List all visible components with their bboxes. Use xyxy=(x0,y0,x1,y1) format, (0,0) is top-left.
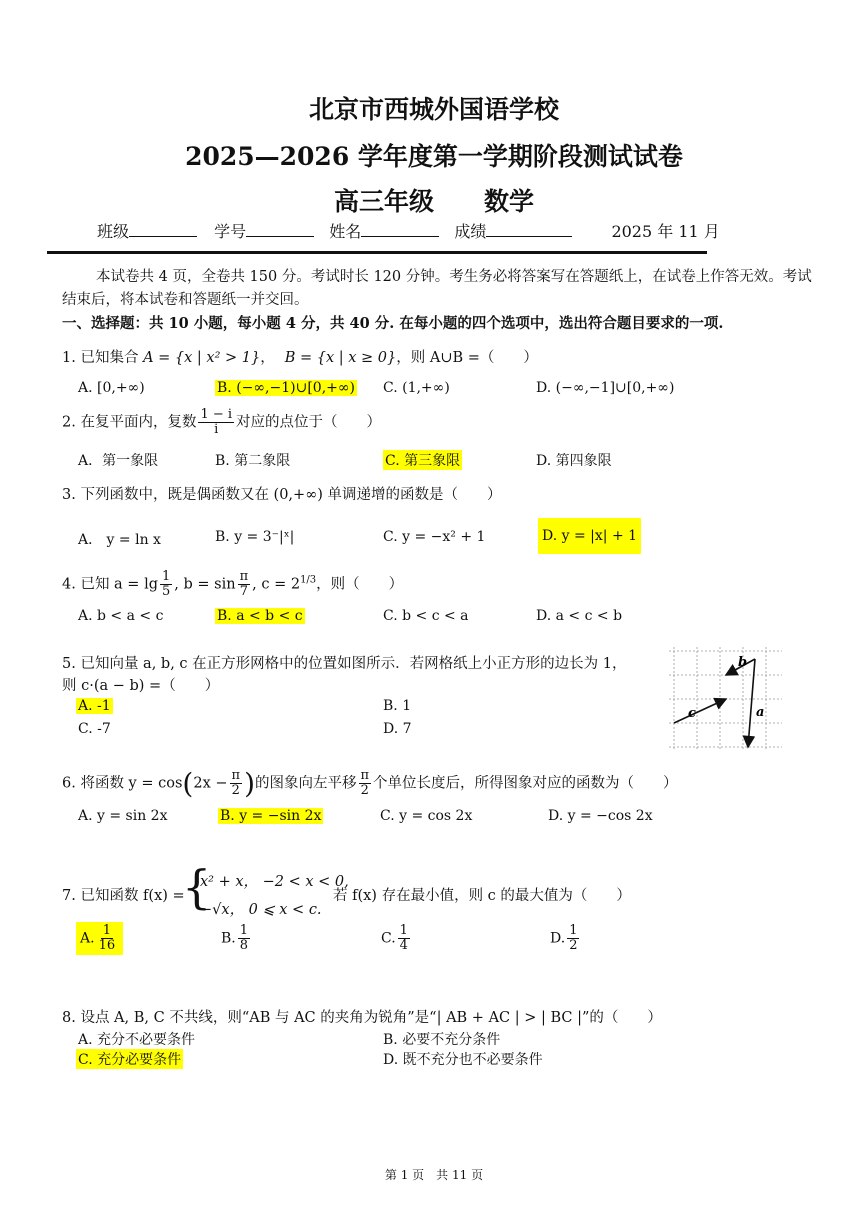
q4-part-d: ，则（ ） xyxy=(316,576,404,593)
q4-option-b[interactable]: B. a < b < c xyxy=(217,608,303,624)
q2-fraction xyxy=(198,408,234,437)
vector-a-label: a xyxy=(756,705,765,720)
q3-option-b[interactable]: B. y = 3⁻|ˣ| xyxy=(215,529,295,545)
q7-c-letter: C. xyxy=(381,930,396,947)
q7-option-b[interactable] xyxy=(221,924,252,953)
q1-option-c[interactable]: C. (1,+∞) xyxy=(383,380,450,396)
q2-option-b[interactable]: B. 第二象限 xyxy=(215,453,291,469)
q7-case-2: −√x， 0 ⩽ x < c. xyxy=(200,902,322,918)
q4-frac-1 xyxy=(160,570,172,599)
header-rule xyxy=(47,251,707,254)
q4-frac-2 xyxy=(238,570,251,599)
q8-option-d[interactable]: D. 既不充分也不必要条件 xyxy=(383,1052,543,1068)
q6-frac2-den: 2 xyxy=(360,783,369,798)
question-7-prefix: 7. 已知函数 f(x) = xyxy=(62,888,185,904)
q4-option-c[interactable]: C. b < c < a xyxy=(383,608,469,624)
class-label: 班级 xyxy=(97,222,130,241)
q2-option-d[interactable]: D. 第四象限 xyxy=(536,453,612,469)
q8-option-c[interactable]: C. 充分必要条件 xyxy=(76,1049,183,1069)
question-2-stem xyxy=(62,408,381,437)
q7-d-num: 1 xyxy=(569,923,578,938)
q7-b-den: 8 xyxy=(239,938,249,953)
q7-a-num: 1 xyxy=(102,923,111,938)
q7-brace: { xyxy=(182,860,212,914)
exam-title: 2025—2026 学年度第一学期阶段测试试卷 xyxy=(185,142,683,171)
q7-option-a[interactable] xyxy=(76,922,123,955)
q6-option-c[interactable]: C. y = cos 2x xyxy=(380,808,473,824)
q2-prefix: 2. 在复平面内，复数 xyxy=(62,414,197,431)
q4-frac1-num: 1 xyxy=(162,569,171,584)
vector-b-label: b xyxy=(738,655,748,670)
q4-frac2-num: π xyxy=(239,569,249,584)
q2-den: i xyxy=(214,422,219,437)
q6-frac-1 xyxy=(230,769,243,798)
q7-a-den: 16 xyxy=(98,938,116,953)
q6-option-b[interactable]: B. y = −sin 2x xyxy=(220,808,322,824)
name-label: 姓名 xyxy=(329,222,362,241)
q7-case-1: x² + x， −2 < x < 0, xyxy=(200,874,349,890)
q6-frac2-num: π xyxy=(360,768,370,783)
q2-option-a[interactable]: A．第一象限 xyxy=(78,453,159,469)
q1-option-d[interactable]: D. (−∞,−1]∪[0,+∞) xyxy=(536,380,675,396)
q7-d-letter: D. xyxy=(550,930,566,947)
class-blank[interactable] xyxy=(129,222,197,237)
q7-c-num: 1 xyxy=(399,923,408,938)
q7-c-frac xyxy=(398,924,410,953)
q7-option-c[interactable] xyxy=(381,924,412,953)
q8-option-a[interactable]: A. 充分不必要条件 xyxy=(78,1032,196,1048)
question-5-line1: 5. 已知向量 a, b, c 在正方形网格中的位置如图所示．若网格纸上小正方形的边长为 1， xyxy=(62,656,627,672)
q6-option-d[interactable]: D. y = −cos 2x xyxy=(548,808,653,824)
student-info-line xyxy=(97,219,720,242)
q5-option-b[interactable]: B. 1 xyxy=(383,698,412,714)
q6-frac1-num: π xyxy=(231,768,241,783)
vector-a-arrow xyxy=(748,659,755,747)
q1-prefix: 1. 已知集合 xyxy=(62,350,144,366)
q7-d-den: 2 xyxy=(569,938,578,953)
q4-option-d[interactable]: D. a < c < b xyxy=(536,608,623,624)
q6-frac1-den: 2 xyxy=(231,783,240,798)
instructions: 本试卷共 4 页，全卷共 150 分。考试时长 120 分钟。考生务必将答案写在答题纸上，在试卷上作答无效。考试结束后，将本试卷和答题纸一并交回。 xyxy=(62,269,812,308)
q4-frac2-den: 7 xyxy=(239,584,248,599)
q6-option-a[interactable]: A. y = sin 2x xyxy=(78,808,168,824)
q3-option-a[interactable]: A． y = ln x xyxy=(78,532,161,548)
q7-b-frac xyxy=(238,924,250,953)
section-heading: 一、选择题：共 10 小题，每小题 4 分，共 40 分. 在每小题的四个选项中，选出符合题目要求的一项. xyxy=(62,315,724,332)
q1-suffix: ，则 A∪B =（ ） xyxy=(396,350,538,366)
question-7-suffix: 若 f(x) 存在最小值，则 c 的最大值为（ ） xyxy=(333,888,631,904)
score-blank[interactable] xyxy=(486,222,572,237)
q5-option-c[interactable]: C. -7 xyxy=(78,721,111,737)
question-6-stem: 6. 将函数 y = cos(2x − $\frac{\pi}{2}$ )的图象向左平移 $\frac{\pi}{2}$ 个单位长度后，所得图象对应的函数为（ ） xyxy=(62,767,678,800)
q7-option-d[interactable] xyxy=(550,924,581,953)
q6-part-c: 个单位长度后，所得图象对应的函数为（ ） xyxy=(373,775,678,792)
q6-frac-2 xyxy=(359,769,372,798)
q7-a-frac xyxy=(97,924,118,953)
q4-option-a[interactable]: A. b < a < c xyxy=(78,608,164,624)
exam-date: 2025 年 11 月 xyxy=(611,222,720,241)
q7-a-letter: A. xyxy=(80,930,95,947)
q1-sep: ， xyxy=(260,350,275,366)
q7-b-num: 1 xyxy=(239,923,249,938)
q1-set-a: A = {x | x² > 1} xyxy=(143,350,261,366)
q6-part-b: 的图象向左平移 xyxy=(255,775,357,792)
vector-grid-figure xyxy=(664,645,786,753)
q4-frac1-den: 5 xyxy=(162,584,171,599)
q6-inner: 2x − xyxy=(193,775,228,792)
q7-b-letter: B. xyxy=(221,930,236,947)
subject-title: 高三年级 数学 xyxy=(333,187,534,216)
q1-option-a[interactable]: A. [0,+∞) xyxy=(78,380,145,396)
q7-d-frac xyxy=(567,924,579,953)
question-8-stem: 8. 设点 A, B, C 不共线，则“AB 与 AC 的夹角为锐角”是“| AB + AC | > | BC |”的（ ） xyxy=(62,1010,662,1026)
q1-option-b[interactable]: B. (−∞,−1)∪[0,+∞) xyxy=(217,380,355,396)
school-name: 北京市西城外国语学校 xyxy=(308,95,559,124)
vector-c-label: c xyxy=(688,706,696,721)
q3-option-d[interactable]: D. y = |x| + 1 xyxy=(538,518,641,554)
q8-option-b[interactable]: B. 必要不充分条件 xyxy=(383,1032,501,1048)
score-label: 成绩 xyxy=(454,222,487,241)
id-label: 学号 xyxy=(214,222,247,241)
q3-option-c[interactable]: C. y = −x² + 1 xyxy=(383,529,486,545)
q4-exponent: 1/3 xyxy=(300,574,317,586)
page-footer: 第 1 页 共 11 页 xyxy=(384,1168,484,1182)
q6-part-a: 6. 将函数 y = cos xyxy=(62,775,183,792)
id-blank[interactable] xyxy=(246,222,314,237)
q2-option-c[interactable]: C. 第三象限 xyxy=(383,450,462,470)
q5-option-d[interactable]: D. 7 xyxy=(383,721,412,737)
q2-num: 1 − i xyxy=(200,407,233,422)
q7-c-den: 4 xyxy=(399,938,408,953)
q4-part-b: , b = sin xyxy=(174,576,236,593)
question-5-line2: 则 c·(a − b) =（ ） xyxy=(62,678,220,694)
q5-option-a[interactable]: A. -1 xyxy=(78,698,111,714)
q4-part-a: 4. 已知 a = lg xyxy=(62,576,158,593)
question-4-stem xyxy=(62,570,403,599)
name-blank[interactable] xyxy=(361,222,439,237)
vector-c-arrow xyxy=(674,699,726,723)
question-1-stem xyxy=(62,346,538,367)
question-3-stem: 3. 下列函数中，既是偶函数又在 (0,+∞) 单调递增的函数是（ ） xyxy=(62,487,502,503)
q2-suffix: 对应的点位于（ ） xyxy=(236,414,382,431)
q1-set-b: B = {x | x ≥ 0} xyxy=(284,350,397,366)
q4-part-c: , c = 2 xyxy=(252,576,301,593)
